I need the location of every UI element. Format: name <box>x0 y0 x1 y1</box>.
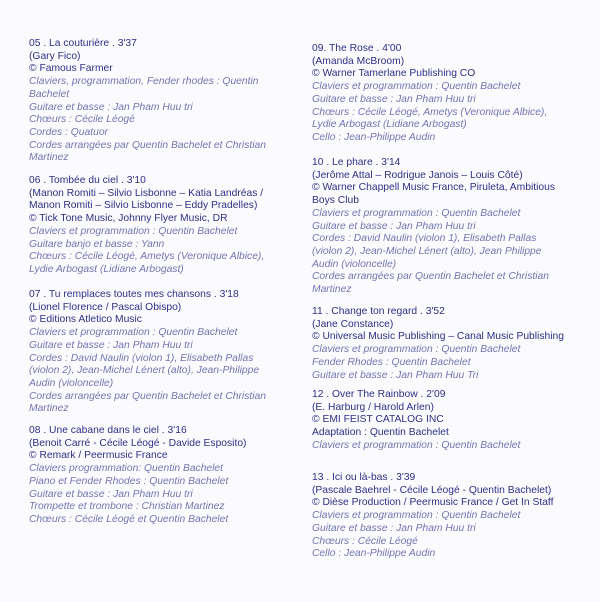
track-credit: Audin (violoncelle) <box>29 377 114 389</box>
track-credit: Piano et Fender Rhodes : Quentin Bachelet <box>29 475 229 487</box>
track-credit: Claviers et programmation : Quentin Bachelet <box>312 207 521 219</box>
track-credit: Claviers et programmation : Quentin Bachelet <box>312 81 521 93</box>
track-title: 13 . Ici ou là-bas . 3'39 <box>312 472 416 483</box>
track-credit: Chœurs : Cécile Léogé, Ametys (Veronique Albice), <box>29 251 265 263</box>
track-adaptation: Adaptation : Quentin Bachelet <box>312 427 449 439</box>
track-credit: Bachelet <box>29 88 70 100</box>
track-title: 07 . Tu remplaces toutes mes chansons . 3'18 <box>29 289 239 300</box>
track-title: 11 . Change ton regard . 3'52 <box>312 306 445 317</box>
track-authors: (Jerôme Attal – Rodrigue Janois – Louis Côté) <box>312 169 523 181</box>
track-credit: Guitare et basse : Jan Pham Huu tri <box>312 522 476 534</box>
track-credit: Cordes arrangées par Quentin Bachelet et Christian <box>29 390 266 402</box>
track-credit: Chœurs : Cécile Léogé <box>312 535 418 547</box>
track-credit: Trompette et trombone : Christian Martinez <box>29 501 225 513</box>
track-credit: Cordes : Quatuor <box>29 126 108 138</box>
track-publisher: © EMI FEIST CATALOG INC <box>312 414 444 426</box>
track-publisher: © Universal Music Publishing – Canal Music Publishing <box>312 331 564 343</box>
track-credit: Chœurs : Cécile Léogé et Quentin Bachelet <box>29 513 229 525</box>
track-06 <box>29 175 291 277</box>
track-credit: Claviers et programmation : Quentin Bachelet <box>312 439 521 451</box>
track-authors: (Manon Romiti – Silvio Lisbonne – Katia Landréas / <box>29 187 264 199</box>
track-credit: Cordes : David Naulin (violon 1), Elisabeth Pallas <box>312 233 537 245</box>
track-13 <box>312 472 582 561</box>
track-authors: (Gary Fico) <box>29 50 81 62</box>
track-credit: Guitare et basse : Jan Pham Huu tri <box>312 93 476 105</box>
track-title: 09. The Rose . 4'00 <box>312 43 402 54</box>
track-credit: Claviers et programmation : Quentin Bachelet <box>29 327 238 339</box>
track-credit: Guitare et basse : Jan Pham Huu tri <box>29 339 193 351</box>
track-10 <box>312 157 582 297</box>
track-credit: Guitare banjo et basse : Yann <box>29 238 165 250</box>
track-credit: (violon 2), Jean-Michel Lénert (alto), Jean-Philippe <box>29 365 260 377</box>
track-credit: Guitare et basse : Jan Pham Huu tri <box>29 488 193 500</box>
track-credit: Chœurs : Cécile Léogé, Ametys (Veronique Albice), <box>312 106 548 118</box>
track-07 <box>29 289 291 416</box>
track-credit: Cordes : David Naulin (violon 1), Elisabeth Pallas <box>29 352 254 364</box>
track-credit: Claviers et programmation : Quentin Bachelet <box>312 344 521 356</box>
track-credit: Claviers, programmation, Fender rhodes : Quentin <box>29 76 259 88</box>
track-publisher: © Remark / Peermusic France <box>29 450 168 462</box>
track-authors: Manon Romiti – Silvio Lisbonne – Eddy Pradelles) <box>29 200 258 212</box>
track-title: 06 . Tombée du ciel . 3'10 <box>29 175 146 186</box>
track-title: 12 . Over The Rainbow . 2'09 <box>312 389 446 400</box>
track-credit: (violon 2), Jean-Michel Lénert (alto), Jean Philippe <box>312 245 542 257</box>
track-credit: Fender Rhodes : Quentin Bachelet <box>312 356 471 368</box>
track-credit: Cello : Jean-Philippe Audin <box>312 548 436 560</box>
track-credit: Claviers et programmation : Quentin Bachelet <box>312 510 521 522</box>
track-publisher: © Warner Chappell Music France, Piruleta, Ambitious <box>312 182 555 194</box>
track-credit: Lydie Arbogast (Lidiane Arbogast) <box>29 263 184 275</box>
track-authors: (Lionel Florence / Pascal Obispo) <box>29 301 182 313</box>
track-authors: (Amanda McBroom) <box>312 55 405 67</box>
track-11 <box>312 306 582 382</box>
track-authors: (E. Harburg / Harold Arlen) <box>312 401 434 413</box>
track-credit: Cordes arrangées par Quentin Bachelet et Christian <box>312 271 549 283</box>
track-title: 10 . Le phare . 3'14 <box>312 157 401 168</box>
track-credit: Chœurs : Cécile Léogé <box>29 114 135 126</box>
track-credit: Lydie Arbogast (Lidiane Arbogast) <box>312 119 467 131</box>
track-authors: (Pascale Baehrel - Cécile Léogé - Quentin Bachelet) <box>312 484 552 496</box>
track-credit: Audin (violoncelle) <box>312 258 397 270</box>
track-credit: Guitare et basse : Jan Pham Huu tri <box>312 220 476 232</box>
track-09 <box>312 43 582 145</box>
track-publisher: © Editions Atletico Music <box>29 314 142 326</box>
track-05 <box>29 38 291 165</box>
track-publisher: © Warner Tamerlane Publishing CO <box>312 68 476 80</box>
track-credit: Cello : Jean-Philippe Audin <box>312 131 436 143</box>
track-credit: Cordes arrangées par Quentin Bachelet et Christian <box>29 139 266 151</box>
track-credit: Claviers et programmation : Quentin Bachelet <box>29 225 238 237</box>
track-title: 08 . Une cabane dans le ciel . 3'16 <box>29 425 187 436</box>
track-credit: Guitare et basse : Jan Pham Huu Tri <box>312 369 479 381</box>
track-12 <box>312 389 582 453</box>
track-publisher: © Tick Tone Music, Johnny Flyer Music, DR <box>29 213 228 225</box>
track-credit: Martinez <box>312 284 352 296</box>
track-title: 05 . La couturière . 3'37 <box>29 38 137 49</box>
track-08 <box>29 425 291 527</box>
track-publisher: © Famous Farmer <box>29 63 113 75</box>
track-authors: (Jane Constance) <box>312 318 394 330</box>
track-credit: Guitare et basse : Jan Pham Huu tri <box>29 101 193 113</box>
track-credit: Claviers programmation: Quentin Bachelet <box>29 463 224 475</box>
track-credit: Martinez <box>29 152 69 164</box>
track-publisher: Boys Club <box>312 195 359 207</box>
track-authors: (Benoit Carré - Cécile Léogé - Davide Esposito) <box>29 437 247 449</box>
track-credit: Martinez <box>29 403 69 415</box>
track-publisher: © Dièse Production / Peermusic France / Get In Staff <box>312 497 554 509</box>
